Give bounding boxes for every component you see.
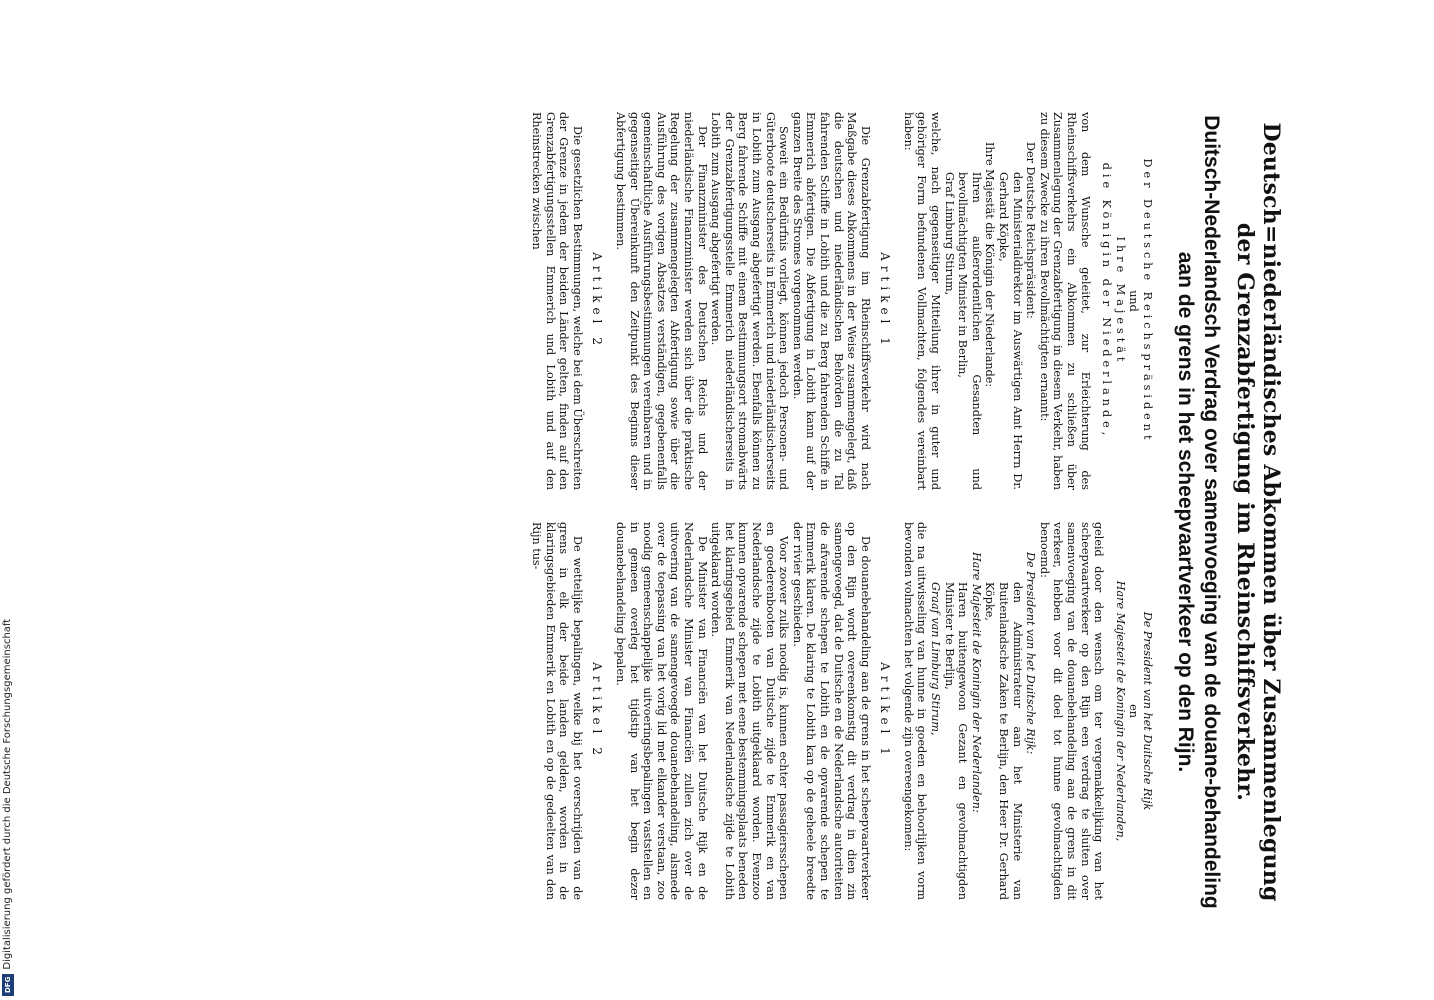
nl-and: en [1127,704,1141,718]
de-article-1-para-1: Die Grenzabfertigung im Rheinschiffsverkehr wird nach Maßgabe dieses Abkommens in der Weise zusammengelegt, daß die deutschen und niederländischen Behörden die zu Tal fahrenden Schiffe in Lobith und die zu Berg fahrenden Schiffe in Emmerich abfertigen. Die Abfertigung in Lobith kann auf der ganzen Breite des Stromes vorgenommen werden. [790,112,872,490]
nl-plenipotentiary-1: den Administrateur aan het Ministerie van Buitenlandsche Zaken te Berlijn, den Heer Dr. Gerhard Köpke, [983,582,1024,900]
de-plenipotentiary-1: den Ministerialdirektor im Auswärtigen Amt Herrn Dr. Gerhard Köpke, [997,172,1024,490]
digitization-credit [2,606,14,996]
document-page [134,112,1284,912]
de-article-2-para-1: Die gesetzlichen Bestimmungen, welche bei dem Überschreiten der Grenze in jedem der beiden Länder gelten, finden auf den Grenzabfertigungsstellen Emmerich und Lobith und auf den Rheinstrecken zwischen [530,112,584,490]
german-column [529,112,1154,490]
de-plenipotentiary-2-heading: Ihre Majestät die Königin der Niederlande: [983,142,997,388]
nl-article-2-heading: Artikel 2 [590,662,605,760]
title-german: Deutsch=niederländisches Abkommen über Zusammenlegung der Grenzabfertigung im Rheinschiffsverkehr. [1232,122,1284,902]
de-agreement-clause: welche, nach gegenseitiger Mitteilung ihrer in guter und gehöriger Form befundenen Vollmachten, folgendes vereinbart haben: [901,112,943,490]
nl-article-2-para-1: De wettelijke bepalingen, welke bij het overschrijden van de grens in elk der beide landen gelden, worden in de klaringsgebieden Emmerik en Lobith en op de gedeelten van den Rijn tus- [530,522,584,900]
de-party-2b: die Königin der Niederlande, [1100,162,1114,440]
de-article-1-para-2: Soweit ein Bedürfnis vorliegt, können jedoch Personen- und Güterboote deutscherseits in Emmerich und niederländischerseits in Lobith zum Ausgang abgefertigt werden. Ebenfalls können zu Berg fahrende Schiffe mit einem Bestimmungsort stromabwärts der Grenzabfertigungsstelle Emmerich niederländischerseits in Lobith zum Ausgang abgefertigt werden. [709,112,791,490]
nl-plenipotentiary-1-heading: De President van het Duitsche Rijk: [1024,552,1038,755]
title-dutch: Duitsch-Nederlandsch Verdrag over samenvoeging van de douane-behandeling aan de grens in het scheepvaartverkeer op den Rijn. [1174,115,1223,909]
de-party-2a: Ihre Majestät [1113,236,1127,366]
nl-article-1-heading: Artikel 1 [878,662,893,760]
nl-agreement-clause: die na uitwisseling van hunne in goeden en behoorlijken vorm bevonden volmachten het volgende zijn overeengekomen: [901,522,929,900]
de-plenipotentiary-2-name: Graf Limburg Stirum, [942,172,956,296]
nl-plenipotentiary-2-heading: Hare Majesteit de Koningin der Nederlanden: [969,552,983,813]
nl-article-1-para-1: De douanebehandeling aan de grens in het scheepvaartverkeer op den Rijn wordt overeenkomstig dit verdrag in dien zin samengevoegd, dat de Duitsche en de Nederlandsche autoriteiten de afvarende schepen te Lobith en de opvarende schepen te Emmerik klaren. De klaring te Lobith kan op de geheele breedte der rivier geschieden. [790,522,872,900]
dutch-column [529,522,1154,900]
de-plenipotentiary-1-heading: Der Deutsche Reichspräsident: [1024,142,1038,319]
nl-article-1-para-3: De Minister van Financiën van het Duitsche Rijk en de Nederlandsche Minister van Financiën zullen zich over de uitvoering van de samengevoegde douanebehandeling, alsmede over de toepassing van het vorig lid met elkander verstaan, zoo noodig gemeenschappelijke uitvoeringsbepalingen vaststellen en in gemeen overleg het tijdstip van het begin dezer douanebehandeling bepalen. [614,522,709,900]
nl-party-1: De President van het Duitsche Rijk [1141,611,1154,811]
de-plenipotentiary-2: Ihren außerordentlichen Gesandten und bevollmächtigten Minister in Berlin, [956,172,983,490]
de-and: und [1127,290,1141,312]
de-article-2-heading: Artikel 2 [590,252,605,350]
de-party-1: Der Deutsche Reichspräsident [1141,158,1154,444]
nl-preamble: geleid door den wensch om ter vergemakkelijking van het scheepvaartverkeer op den Rijn een verdrag te sluiten over samenvoeging van de douanebehandeling aan de grens in dit verkeer, hebben voor dit doel tot hunne gevolmachtigden benoemd: [1037,522,1106,900]
digitization-credit-text: Digitalisierung gefördert durch die Deutsche Forschungsgemeinschaft [2,618,13,970]
nl-party-2: Hare Majesteit de Koningin der Nederlanden, [1113,580,1127,842]
text-columns [154,112,1154,912]
de-article-1-heading: Artikel 1 [878,252,893,350]
nl-plenipotentiary-2: Haren buitengewoon Gezant en gevolmachtigden Minister te Berlijn, [942,582,970,900]
de-preamble: von dem Wunsche geleitet, zur Erleichterung des Rheinschiffsverkehrs ein Abkommen zu schließen über Zusammenlegung der Grenzabfertigung in diesem Verkehr, haben zu diesem Zwecke zu ihren Bevollmächtigten ernannt: [1037,112,1092,490]
de-article-1-para-3: Der Finanzminister des Deutschen Reichs und der niederländische Finanzminister werden sich über die praktische Regelung der zusammengelegten Abfertigung sowie über die Ausführung des vorigen Absatzes verständigen, gegebenenfalls gemeinschaftliche Ausführungsbestimmungen vereinbaren und in gegenseitiger Übereinkunft den Zeitpunkt des Beginns dieser Abfertigung bestimmen. [614,112,709,490]
nl-plenipotentiary-2-name: Graaf van Limburg Stirum, [929,582,943,736]
dfg-logo: DFG [2,974,14,996]
nl-article-1-para-2: Voor zoover zulks noodig is, kunnen echter passagiersschepen en goederenbooten van Duitsche zijde te Emmerik en van Nederlandsche zijde te Lobith uitgeklaard worden. Evenzoo kunnen opvarende schepen met eene bestemmingsplaats beneden het klaringsgebied Emmerik van Nederlandsche zijde te Lobith uitgeklaard worden. [709,522,791,900]
